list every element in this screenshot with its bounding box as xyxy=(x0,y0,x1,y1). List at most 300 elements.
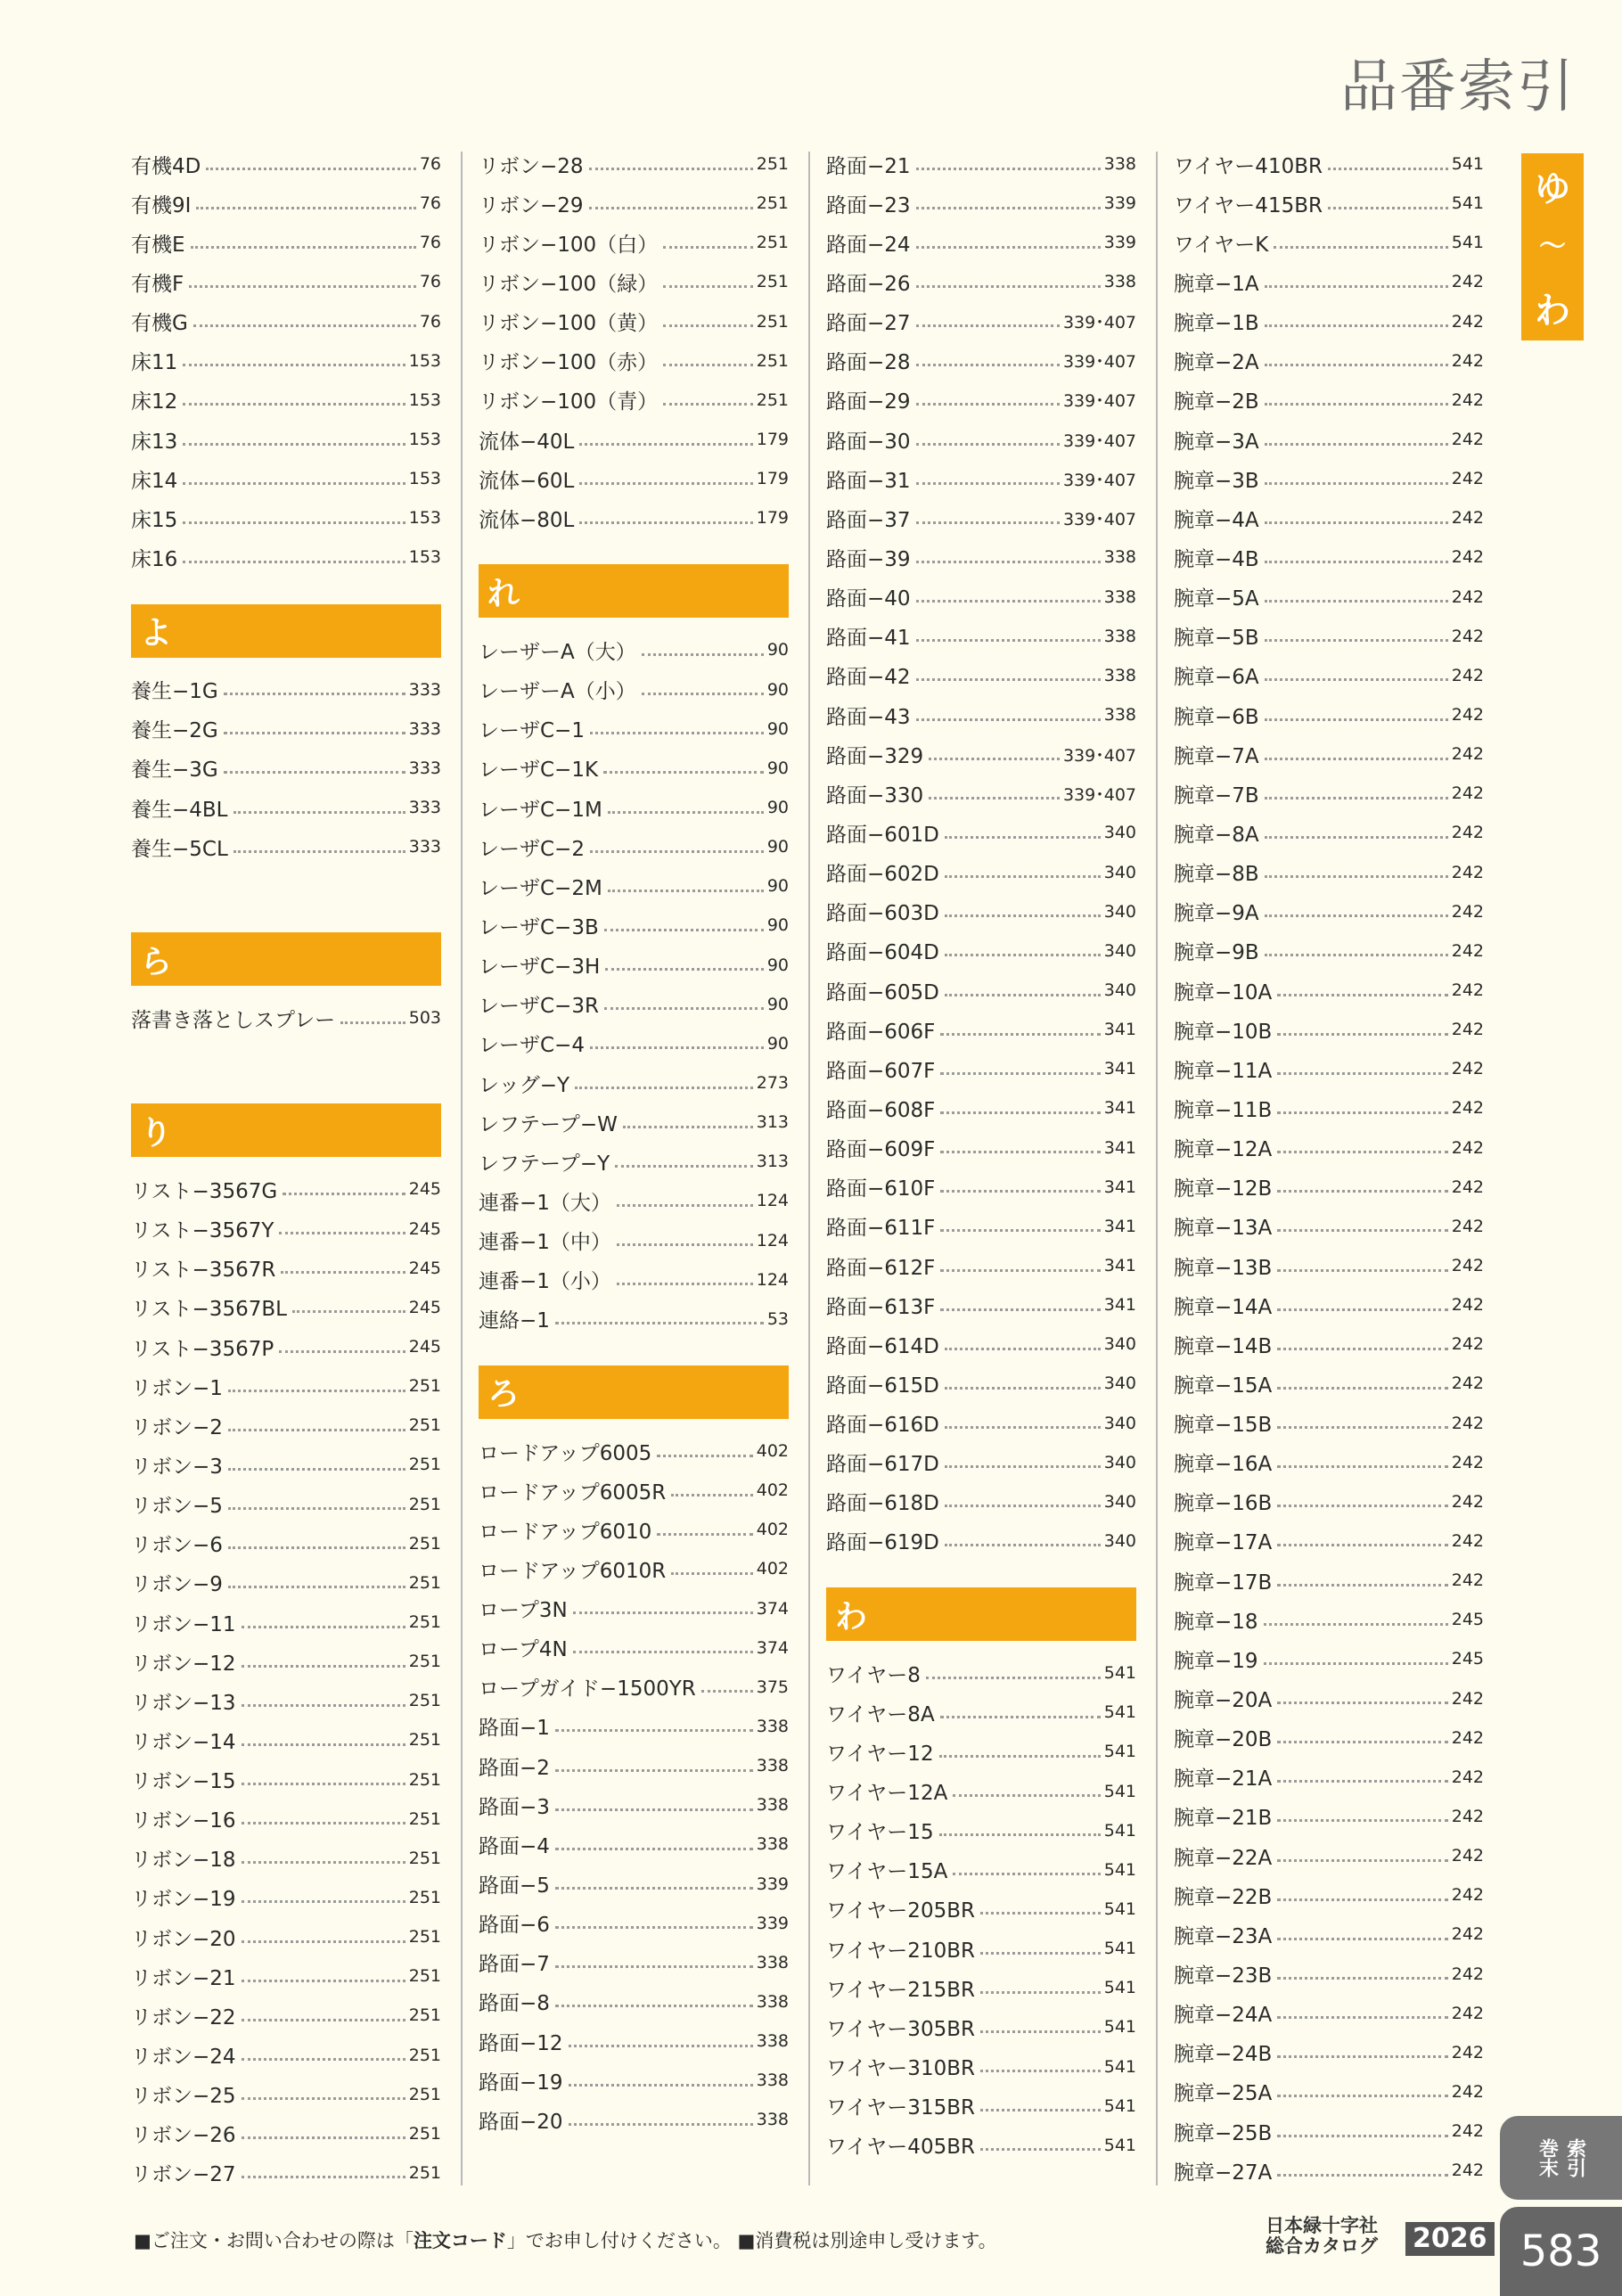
index-entry[interactable] xyxy=(479,498,789,537)
index-entry[interactable] xyxy=(479,1589,789,1628)
product-code: リボン−100（赤） xyxy=(479,351,659,375)
index-entry[interactable] xyxy=(479,1628,789,1668)
index-entry[interactable] xyxy=(1174,1482,1484,1521)
index-entry[interactable] xyxy=(1174,971,1484,1010)
index-entry[interactable] xyxy=(1174,1246,1484,1285)
dot-leader xyxy=(1265,600,1448,603)
index-entry[interactable] xyxy=(479,630,789,669)
index-entry[interactable] xyxy=(131,1485,441,1524)
index-entry[interactable] xyxy=(1174,813,1484,852)
index-entry[interactable] xyxy=(479,1668,789,1707)
index-entry[interactable] xyxy=(1174,2151,1484,2190)
index-entry[interactable] xyxy=(479,1707,789,1746)
index-entry[interactable] xyxy=(826,381,1136,420)
page-reference: 251 xyxy=(408,2084,441,2104)
index-entry[interactable] xyxy=(826,774,1136,813)
index-entry[interactable] xyxy=(826,2046,1136,2086)
page-reference: 242 xyxy=(1451,547,1484,568)
index-entry[interactable] xyxy=(1174,853,1484,892)
index-entry[interactable] xyxy=(1174,1797,1484,1836)
index-entry[interactable] xyxy=(131,1366,441,1406)
index-entry[interactable] xyxy=(826,656,1136,695)
page-reference: 242 xyxy=(1451,1256,1484,1275)
dot-leader xyxy=(980,1912,1101,1915)
index-entry[interactable] xyxy=(1174,537,1484,577)
product-code: 床16 xyxy=(131,547,178,571)
product-code: 路面−613F xyxy=(826,1295,936,1319)
page-reference: 341 xyxy=(1103,1059,1136,1079)
index-entry[interactable] xyxy=(131,788,441,827)
page-reference: 90 xyxy=(766,876,789,897)
index-entry[interactable] xyxy=(131,1760,441,1800)
index-entry[interactable] xyxy=(1174,341,1484,381)
index-entry[interactable] xyxy=(826,1771,1136,1810)
index-entry[interactable] xyxy=(1174,1207,1484,1246)
index-entry[interactable] xyxy=(826,1811,1136,1850)
product-code: 路面−20 xyxy=(479,2110,563,2134)
index-entry[interactable] xyxy=(479,144,789,184)
index-entry[interactable] xyxy=(1174,1836,1484,1875)
dot-leader xyxy=(242,1822,406,1824)
index-entry[interactable] xyxy=(479,749,789,788)
index-entry[interactable] xyxy=(826,578,1136,617)
index-entry[interactable] xyxy=(479,827,789,866)
index-entry[interactable] xyxy=(131,184,441,223)
product-code: 腕章−17B xyxy=(1174,1570,1273,1595)
dot-leader xyxy=(929,758,1060,760)
page-reference: 251 xyxy=(408,1572,441,1593)
index-entry[interactable] xyxy=(479,1221,789,1260)
dot-leader xyxy=(233,850,406,853)
index-entry[interactable] xyxy=(1174,1128,1484,1168)
index-entry[interactable] xyxy=(131,2153,441,2193)
dot-leader xyxy=(1265,285,1448,288)
product-code: 腕章−3A xyxy=(1174,430,1259,454)
product-code: 路面−607F xyxy=(826,1059,936,1083)
index-entry[interactable] xyxy=(131,998,441,1037)
index-entry[interactable] xyxy=(131,341,441,381)
index-entry[interactable] xyxy=(131,144,441,184)
index-entry[interactable] xyxy=(131,302,441,341)
product-code: ワイヤー12 xyxy=(826,1742,934,1766)
index-entry[interactable] xyxy=(479,302,789,341)
product-code: 路面−330 xyxy=(826,783,924,808)
index-entry[interactable] xyxy=(1174,2072,1484,2112)
index-entry[interactable] xyxy=(826,1010,1136,1049)
index-entry[interactable] xyxy=(479,1510,789,1549)
index-entry[interactable] xyxy=(479,985,789,1024)
index-entry[interactable] xyxy=(131,537,441,577)
index-entry[interactable] xyxy=(479,223,789,262)
dot-leader xyxy=(1277,1741,1447,1743)
index-entry[interactable] xyxy=(131,1169,441,1209)
page-reference: 251 xyxy=(408,1769,441,1790)
index-entry[interactable] xyxy=(1174,1285,1484,1324)
index-entry[interactable] xyxy=(826,892,1136,931)
dot-leader xyxy=(940,1308,1100,1311)
section-tab-index[interactable] xyxy=(1500,2116,1622,2200)
index-entry[interactable] xyxy=(826,1088,1136,1128)
kana-range-tab[interactable] xyxy=(1521,153,1584,340)
page-reference: 242 xyxy=(1451,1688,1484,1709)
product-code: リボン−19 xyxy=(131,1888,236,1912)
dot-leader xyxy=(1265,678,1448,681)
page-reference: 339 xyxy=(1103,233,1136,253)
page-reference: 245 xyxy=(408,1337,441,1357)
index-entry[interactable] xyxy=(131,1406,441,1445)
index-entry[interactable] xyxy=(479,1549,789,1588)
index-entry[interactable] xyxy=(479,1103,789,1142)
index-entry[interactable] xyxy=(826,1128,1136,1168)
page-reference: 251 xyxy=(756,193,789,214)
index-entry[interactable] xyxy=(479,2061,789,2100)
index-entry[interactable] xyxy=(1174,1168,1484,1207)
page-reference: 402 xyxy=(756,1480,789,1501)
page-reference: 541 xyxy=(1103,1663,1136,1684)
index-entry[interactable] xyxy=(479,946,789,985)
page-reference: 242 xyxy=(1451,350,1484,371)
index-entry[interactable] xyxy=(479,381,789,420)
index-entry[interactable] xyxy=(131,1563,441,1603)
index-entry[interactable] xyxy=(826,341,1136,381)
index-entry[interactable] xyxy=(1174,617,1484,656)
index-entry[interactable] xyxy=(1174,774,1484,813)
page-reference: 251 xyxy=(408,1691,441,1711)
dot-leader xyxy=(555,1848,753,1850)
dot-leader xyxy=(579,521,752,524)
dot-leader xyxy=(1277,1859,1447,1862)
index-entry[interactable] xyxy=(131,1445,441,1484)
index-entry[interactable] xyxy=(479,1300,789,1339)
index-entry[interactable] xyxy=(131,459,441,498)
index-entry[interactable] xyxy=(826,1364,1136,1403)
page-reference: 90 xyxy=(766,798,789,818)
index-entry[interactable] xyxy=(131,2035,441,2074)
index-entry[interactable] xyxy=(826,734,1136,774)
product-code: レーザC−3R xyxy=(479,995,599,1019)
product-code: 床15 xyxy=(131,508,178,532)
index-entry[interactable] xyxy=(131,670,441,709)
dot-leader xyxy=(940,1111,1100,1114)
dot-leader xyxy=(224,732,406,734)
dot-leader xyxy=(945,1426,1101,1429)
product-code: リボン−11 xyxy=(131,1612,236,1636)
index-entry[interactable] xyxy=(131,1800,441,1839)
index-entry[interactable] xyxy=(1174,1954,1484,1993)
index-entry[interactable] xyxy=(826,144,1136,184)
dot-leader xyxy=(916,168,1101,170)
dot-leader xyxy=(671,1572,753,1575)
dot-leader xyxy=(1265,639,1448,642)
index-entry[interactable] xyxy=(131,498,441,537)
index-entry[interactable] xyxy=(1174,1639,1484,1678)
kana-section-header: わ xyxy=(826,1587,1136,1641)
product-code: レーザC−2 xyxy=(479,837,585,861)
index-entry[interactable] xyxy=(826,498,1136,537)
product-code: ワイヤー215BR xyxy=(826,1978,975,2002)
product-code: 腕章−17A xyxy=(1174,1531,1273,1555)
index-entry[interactable] xyxy=(131,262,441,301)
dot-leader xyxy=(242,1940,406,1943)
index-entry[interactable] xyxy=(826,184,1136,223)
index-entry[interactable] xyxy=(1174,1718,1484,1758)
index-entry[interactable] xyxy=(131,1210,441,1249)
product-code: ワイヤー8A xyxy=(826,1702,935,1726)
index-entry[interactable] xyxy=(479,420,789,459)
index-entry[interactable] xyxy=(479,459,789,498)
index-entry[interactable] xyxy=(1174,459,1484,498)
index-entry[interactable] xyxy=(1174,931,1484,971)
page-reference: 340 xyxy=(1103,1530,1136,1551)
page-title: 品番索引 xyxy=(1340,54,1576,120)
product-code: 有機4D xyxy=(131,154,201,178)
index-entry[interactable] xyxy=(826,1693,1136,1732)
index-entry[interactable] xyxy=(1174,2033,1484,2072)
page-reference: 90 xyxy=(766,994,789,1014)
page-reference: 251 xyxy=(756,233,789,253)
index-entry[interactable] xyxy=(479,788,789,827)
index-entry[interactable] xyxy=(1174,498,1484,537)
page-reference: 124 xyxy=(756,1230,789,1250)
index-entry[interactable] xyxy=(131,1956,441,1996)
index-entry[interactable] xyxy=(826,1168,1136,1207)
index-entry[interactable] xyxy=(1174,1758,1484,1797)
page-reference: 339･407 xyxy=(1062,784,1136,805)
page-reference: 340 xyxy=(1103,1452,1136,1472)
page-reference: 242 xyxy=(1451,1885,1484,1906)
index-entry[interactable] xyxy=(479,1260,789,1300)
index-entry[interactable] xyxy=(479,1982,789,2021)
index-entry[interactable] xyxy=(826,537,1136,577)
index-entry[interactable] xyxy=(479,1024,789,1063)
index-entry[interactable] xyxy=(1174,302,1484,341)
index-entry[interactable] xyxy=(826,223,1136,262)
index-entry[interactable] xyxy=(479,184,789,223)
index-entry[interactable] xyxy=(479,670,789,709)
product-code: リボン−100（白） xyxy=(479,233,659,257)
index-entry[interactable] xyxy=(826,1443,1136,1482)
index-entry[interactable] xyxy=(1174,1561,1484,1600)
product-code: 腕章−2B xyxy=(1174,390,1259,414)
index-entry[interactable] xyxy=(1174,1049,1484,1088)
index-entry[interactable] xyxy=(826,1929,1136,1968)
product-code: レーザC−4 xyxy=(479,1034,585,1058)
index-entry[interactable] xyxy=(826,813,1136,852)
index-entry[interactable] xyxy=(1174,578,1484,617)
index-entry[interactable] xyxy=(826,1324,1136,1364)
dot-leader xyxy=(940,1716,1101,1718)
index-entry[interactable] xyxy=(826,302,1136,341)
footer-note xyxy=(134,2226,997,2253)
index-entry[interactable] xyxy=(1174,656,1484,695)
index-entry[interactable] xyxy=(479,709,789,749)
page-reference: 338 xyxy=(1103,272,1136,292)
product-code: リボン−21 xyxy=(131,1966,236,1990)
index-entry[interactable] xyxy=(826,420,1136,459)
index-entry[interactable] xyxy=(1174,1678,1484,1718)
product-code: 連番−1（小） xyxy=(479,1270,611,1294)
index-entry[interactable] xyxy=(479,1063,789,1103)
index-entry[interactable] xyxy=(826,1850,1136,1890)
product-code: 連絡−1 xyxy=(479,1309,550,1333)
dot-leader xyxy=(980,2109,1101,2112)
index-entry[interactable] xyxy=(826,2007,1136,2046)
index-entry[interactable] xyxy=(479,2021,789,2061)
page-reference: 340 xyxy=(1103,1413,1136,1433)
index-entry[interactable] xyxy=(131,709,441,749)
product-code: リボン−22 xyxy=(131,2005,236,2030)
index-entry[interactable] xyxy=(1174,1875,1484,1915)
index-entry[interactable] xyxy=(131,1524,441,1563)
index-entry[interactable] xyxy=(826,1207,1136,1246)
page-reference: 251 xyxy=(756,350,789,371)
index-entry[interactable] xyxy=(826,1890,1136,1929)
index-entry[interactable] xyxy=(131,1681,441,1720)
product-code: リボン−18 xyxy=(131,1849,236,1873)
index-entry[interactable] xyxy=(131,1642,441,1681)
product-code: 腕章−23B xyxy=(1174,1964,1273,1988)
page-reference: 245 xyxy=(408,1297,441,1317)
index-entry[interactable] xyxy=(479,1943,789,1982)
index-entry[interactable] xyxy=(131,1878,441,1917)
index-entry[interactable] xyxy=(131,827,441,866)
index-entry[interactable] xyxy=(479,866,789,906)
index-entry[interactable] xyxy=(826,2087,1136,2126)
index-entry[interactable] xyxy=(1174,184,1484,223)
index-entry[interactable] xyxy=(826,459,1136,498)
product-code: ワイヤー210BR xyxy=(826,1939,975,1963)
index-entry[interactable] xyxy=(1174,2112,1484,2151)
index-entry[interactable] xyxy=(131,1917,441,1956)
index-entry[interactable] xyxy=(479,1785,789,1824)
index-entry[interactable] xyxy=(826,1732,1136,1771)
index-entry[interactable] xyxy=(131,1249,441,1288)
dot-leader xyxy=(980,2148,1101,2151)
dot-leader xyxy=(579,443,752,446)
index-entry[interactable] xyxy=(131,749,441,788)
index-entry[interactable] xyxy=(1174,1600,1484,1639)
dot-leader xyxy=(224,771,406,774)
index-entry[interactable] xyxy=(1174,1443,1484,1482)
index-entry[interactable] xyxy=(479,2100,789,2139)
brand-line-2: 総合カタログ xyxy=(1266,2235,1378,2258)
index-entry[interactable] xyxy=(1174,1404,1484,1443)
product-code: ワイヤー415BR xyxy=(1174,193,1323,217)
index-entry[interactable] xyxy=(1174,1324,1484,1364)
index-entry[interactable] xyxy=(826,971,1136,1010)
index-entry[interactable] xyxy=(479,1746,789,1785)
index-entry[interactable] xyxy=(131,2075,441,2114)
product-code: 流体−80L xyxy=(479,508,575,532)
index-entry[interactable] xyxy=(479,906,789,945)
index-entry[interactable] xyxy=(1174,1088,1484,1128)
index-entry[interactable] xyxy=(131,223,441,262)
product-code: リボン−16 xyxy=(131,1809,236,1833)
page-reference: 341 xyxy=(1103,1020,1136,1040)
index-entry[interactable] xyxy=(131,1327,441,1366)
index-entry[interactable] xyxy=(826,1246,1136,1285)
dot-leader xyxy=(940,1229,1100,1232)
index-entry[interactable] xyxy=(131,1603,441,1642)
dot-leader xyxy=(916,561,1101,563)
index-entry[interactable] xyxy=(1174,1364,1484,1403)
index-entry[interactable] xyxy=(131,381,441,420)
index-entry[interactable] xyxy=(1174,734,1484,774)
index-entry[interactable] xyxy=(1174,1994,1484,2033)
page-reference: 341 xyxy=(1103,1256,1136,1275)
index-entry[interactable] xyxy=(479,262,789,301)
index-entry[interactable] xyxy=(479,1904,789,1943)
index-entry[interactable] xyxy=(1174,381,1484,420)
index-entry[interactable] xyxy=(826,853,1136,892)
product-code: 腕章−20B xyxy=(1174,1728,1273,1752)
index-entry[interactable] xyxy=(1174,420,1484,459)
index-entry[interactable] xyxy=(1174,1010,1484,1049)
index-column-3 xyxy=(826,144,1136,2165)
dot-leader xyxy=(1265,954,1448,956)
page-reference: 179 xyxy=(756,430,789,450)
index-entry[interactable] xyxy=(479,1824,789,1864)
page-reference: 541 xyxy=(1451,154,1484,175)
index-entry[interactable] xyxy=(826,2126,1136,2165)
index-entry[interactable] xyxy=(479,1431,789,1471)
index-entry[interactable] xyxy=(1174,892,1484,931)
index-entry[interactable] xyxy=(479,1181,789,1220)
dot-leader xyxy=(1277,1819,1447,1822)
index-entry[interactable] xyxy=(479,1142,789,1181)
index-entry[interactable] xyxy=(826,1482,1136,1521)
dot-leader xyxy=(980,2030,1101,2033)
index-entry[interactable] xyxy=(479,1864,789,1903)
page-reference: 242 xyxy=(1451,508,1484,529)
dot-leader xyxy=(945,1387,1101,1390)
index-entry[interactable] xyxy=(826,1521,1136,1561)
dot-leader xyxy=(642,693,764,695)
index-entry[interactable] xyxy=(131,1839,441,1878)
product-code: 路面−603D xyxy=(826,902,939,926)
index-entry[interactable] xyxy=(826,262,1136,301)
index-entry[interactable] xyxy=(826,1404,1136,1443)
index-entry[interactable] xyxy=(1174,262,1484,301)
index-entry[interactable] xyxy=(826,695,1136,734)
index-entry[interactable] xyxy=(826,1653,1136,1693)
product-code: 腕章−14A xyxy=(1174,1295,1273,1319)
index-entry[interactable] xyxy=(131,1996,441,2035)
index-entry[interactable] xyxy=(131,1720,441,1759)
index-entry[interactable] xyxy=(826,617,1136,656)
index-entry[interactable] xyxy=(1174,1915,1484,1954)
product-code: リスト−3567BL xyxy=(131,1298,287,1322)
index-entry[interactable] xyxy=(826,1968,1136,2007)
index-entry[interactable] xyxy=(131,420,441,459)
product-code: 路面−601D xyxy=(826,823,939,847)
index-entry[interactable] xyxy=(826,931,1136,971)
index-entry[interactable] xyxy=(1174,695,1484,734)
index-entry[interactable] xyxy=(479,1471,789,1510)
page-reference: 340 xyxy=(1103,940,1136,961)
index-entry[interactable] xyxy=(131,1288,441,1327)
index-entry[interactable] xyxy=(1174,144,1484,184)
index-entry[interactable] xyxy=(1174,223,1484,262)
index-entry[interactable] xyxy=(826,1049,1136,1088)
dot-leader xyxy=(555,2005,753,2007)
index-entry[interactable] xyxy=(131,2114,441,2153)
index-entry[interactable] xyxy=(479,341,789,381)
product-code: ワイヤー410BR xyxy=(1174,154,1323,178)
index-entry[interactable] xyxy=(1174,1521,1484,1561)
index-entry[interactable] xyxy=(826,1285,1136,1324)
product-code: 腕章−7A xyxy=(1174,744,1259,768)
